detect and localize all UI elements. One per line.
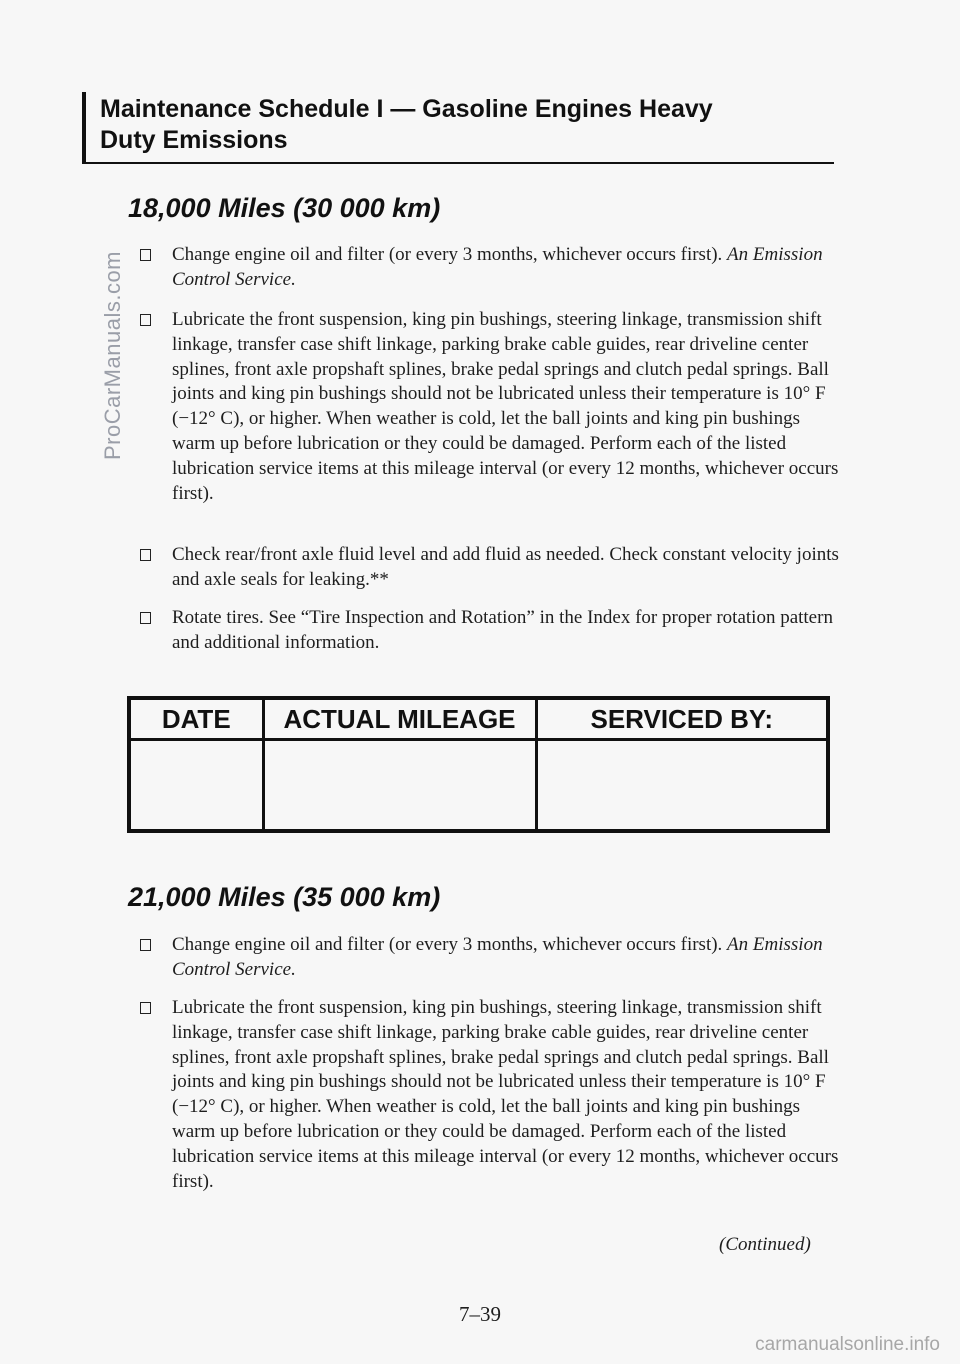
header-line-1: Maintenance Schedule I — Gasoline Engines Heavy [100, 95, 713, 123]
column-header-date: DATE [129, 698, 263, 740]
item-text: Lubricate the front suspension, king pin bushings, steering linkage, transmission shift linkage, transfer case shift linkage, parking brake cable guides, rear driveline center splines, front axle propshaft splines, brake pedal springs and clutch pedal springs. Ball joints and king pin bushings should not be lubricated unless their temperature is 10° F (−12° C), or higher. When weather is cold, let the ball joints and king pin bushings warm up before lubrication or they could be damaged. Perform each of the listed lubrication service items at this mileage interval (or every 12 months, whichever occurs first). [172, 997, 839, 1192]
side-watermark: ProCarManuals.com [100, 250, 125, 460]
header-line-2: Duty Emissions [100, 126, 288, 154]
item-text: Rotate tires. See “Tire Inspection and Rotation” in the Index for proper rotation pattern and additional information. [172, 607, 833, 653]
checkbox-icon[interactable] [140, 939, 151, 951]
item-emphasis: An Emission Control Service. [172, 934, 823, 980]
page-header [82, 92, 834, 164]
item-emphasis: An Emission Control Service. [172, 244, 823, 290]
checkbox-icon[interactable] [140, 314, 151, 326]
serviced-by-cell[interactable] [536, 740, 828, 832]
item-text: Lubricate the front suspension, king pin bushings, steering linkage, transmission shift linkage, transfer case shift linkage, parking brake cable guides, rear driveline center splines, front axle propshaft splines, brake pedal springs and clutch pedal springs. Ball joints and king pin bushings should not be lubricated unless their temperature is 10° F (−12° C), or higher. When weather is cold, let the ball joints and king pin bushings warm up before lubrication or they could be damaged. Perform each of the listed lubrication service items at this mileage interval (or every 12 months, whichever occurs first). [172, 309, 839, 504]
service-log-table [127, 696, 830, 833]
continued-note: (Continued) [719, 1234, 811, 1255]
item-text: Check rear/front axle fluid level and add fluid as needed. Check constant velocity joints and axle seals for leaking.** [172, 544, 839, 590]
date-cell[interactable] [129, 740, 263, 832]
checklist-item [140, 308, 840, 506]
column-header-actual-mileage: ACTUAL MILEAGE [263, 698, 536, 740]
page-number: 7–39 [459, 1302, 501, 1326]
actual-mileage-cell[interactable] [263, 740, 536, 832]
item-text: Change engine oil and filter (or every 3 months, whichever occurs first). [172, 244, 728, 265]
table-header-row [129, 698, 828, 740]
footer-site-watermark: carmanualsonline.info [755, 1334, 940, 1355]
section-title-21000: 21,000 Miles (35 000 km) [128, 882, 441, 912]
checklist-item [140, 933, 840, 983]
column-header-serviced-by: SERVICED BY: [536, 698, 828, 740]
checklist-item [140, 606, 840, 656]
checkbox-icon[interactable] [140, 612, 151, 624]
checkbox-icon[interactable] [140, 549, 151, 561]
checkbox-icon[interactable] [140, 1002, 151, 1014]
checkbox-icon[interactable] [140, 249, 151, 261]
checklist-item [140, 543, 840, 593]
section-title-18000: 18,000 Miles (30 000 km) [128, 193, 441, 223]
checklist-item [140, 243, 840, 293]
table-row [129, 740, 828, 832]
item-text: Change engine oil and filter (or every 3 months, whichever occurs first). [172, 934, 728, 955]
checklist-item [140, 996, 840, 1194]
